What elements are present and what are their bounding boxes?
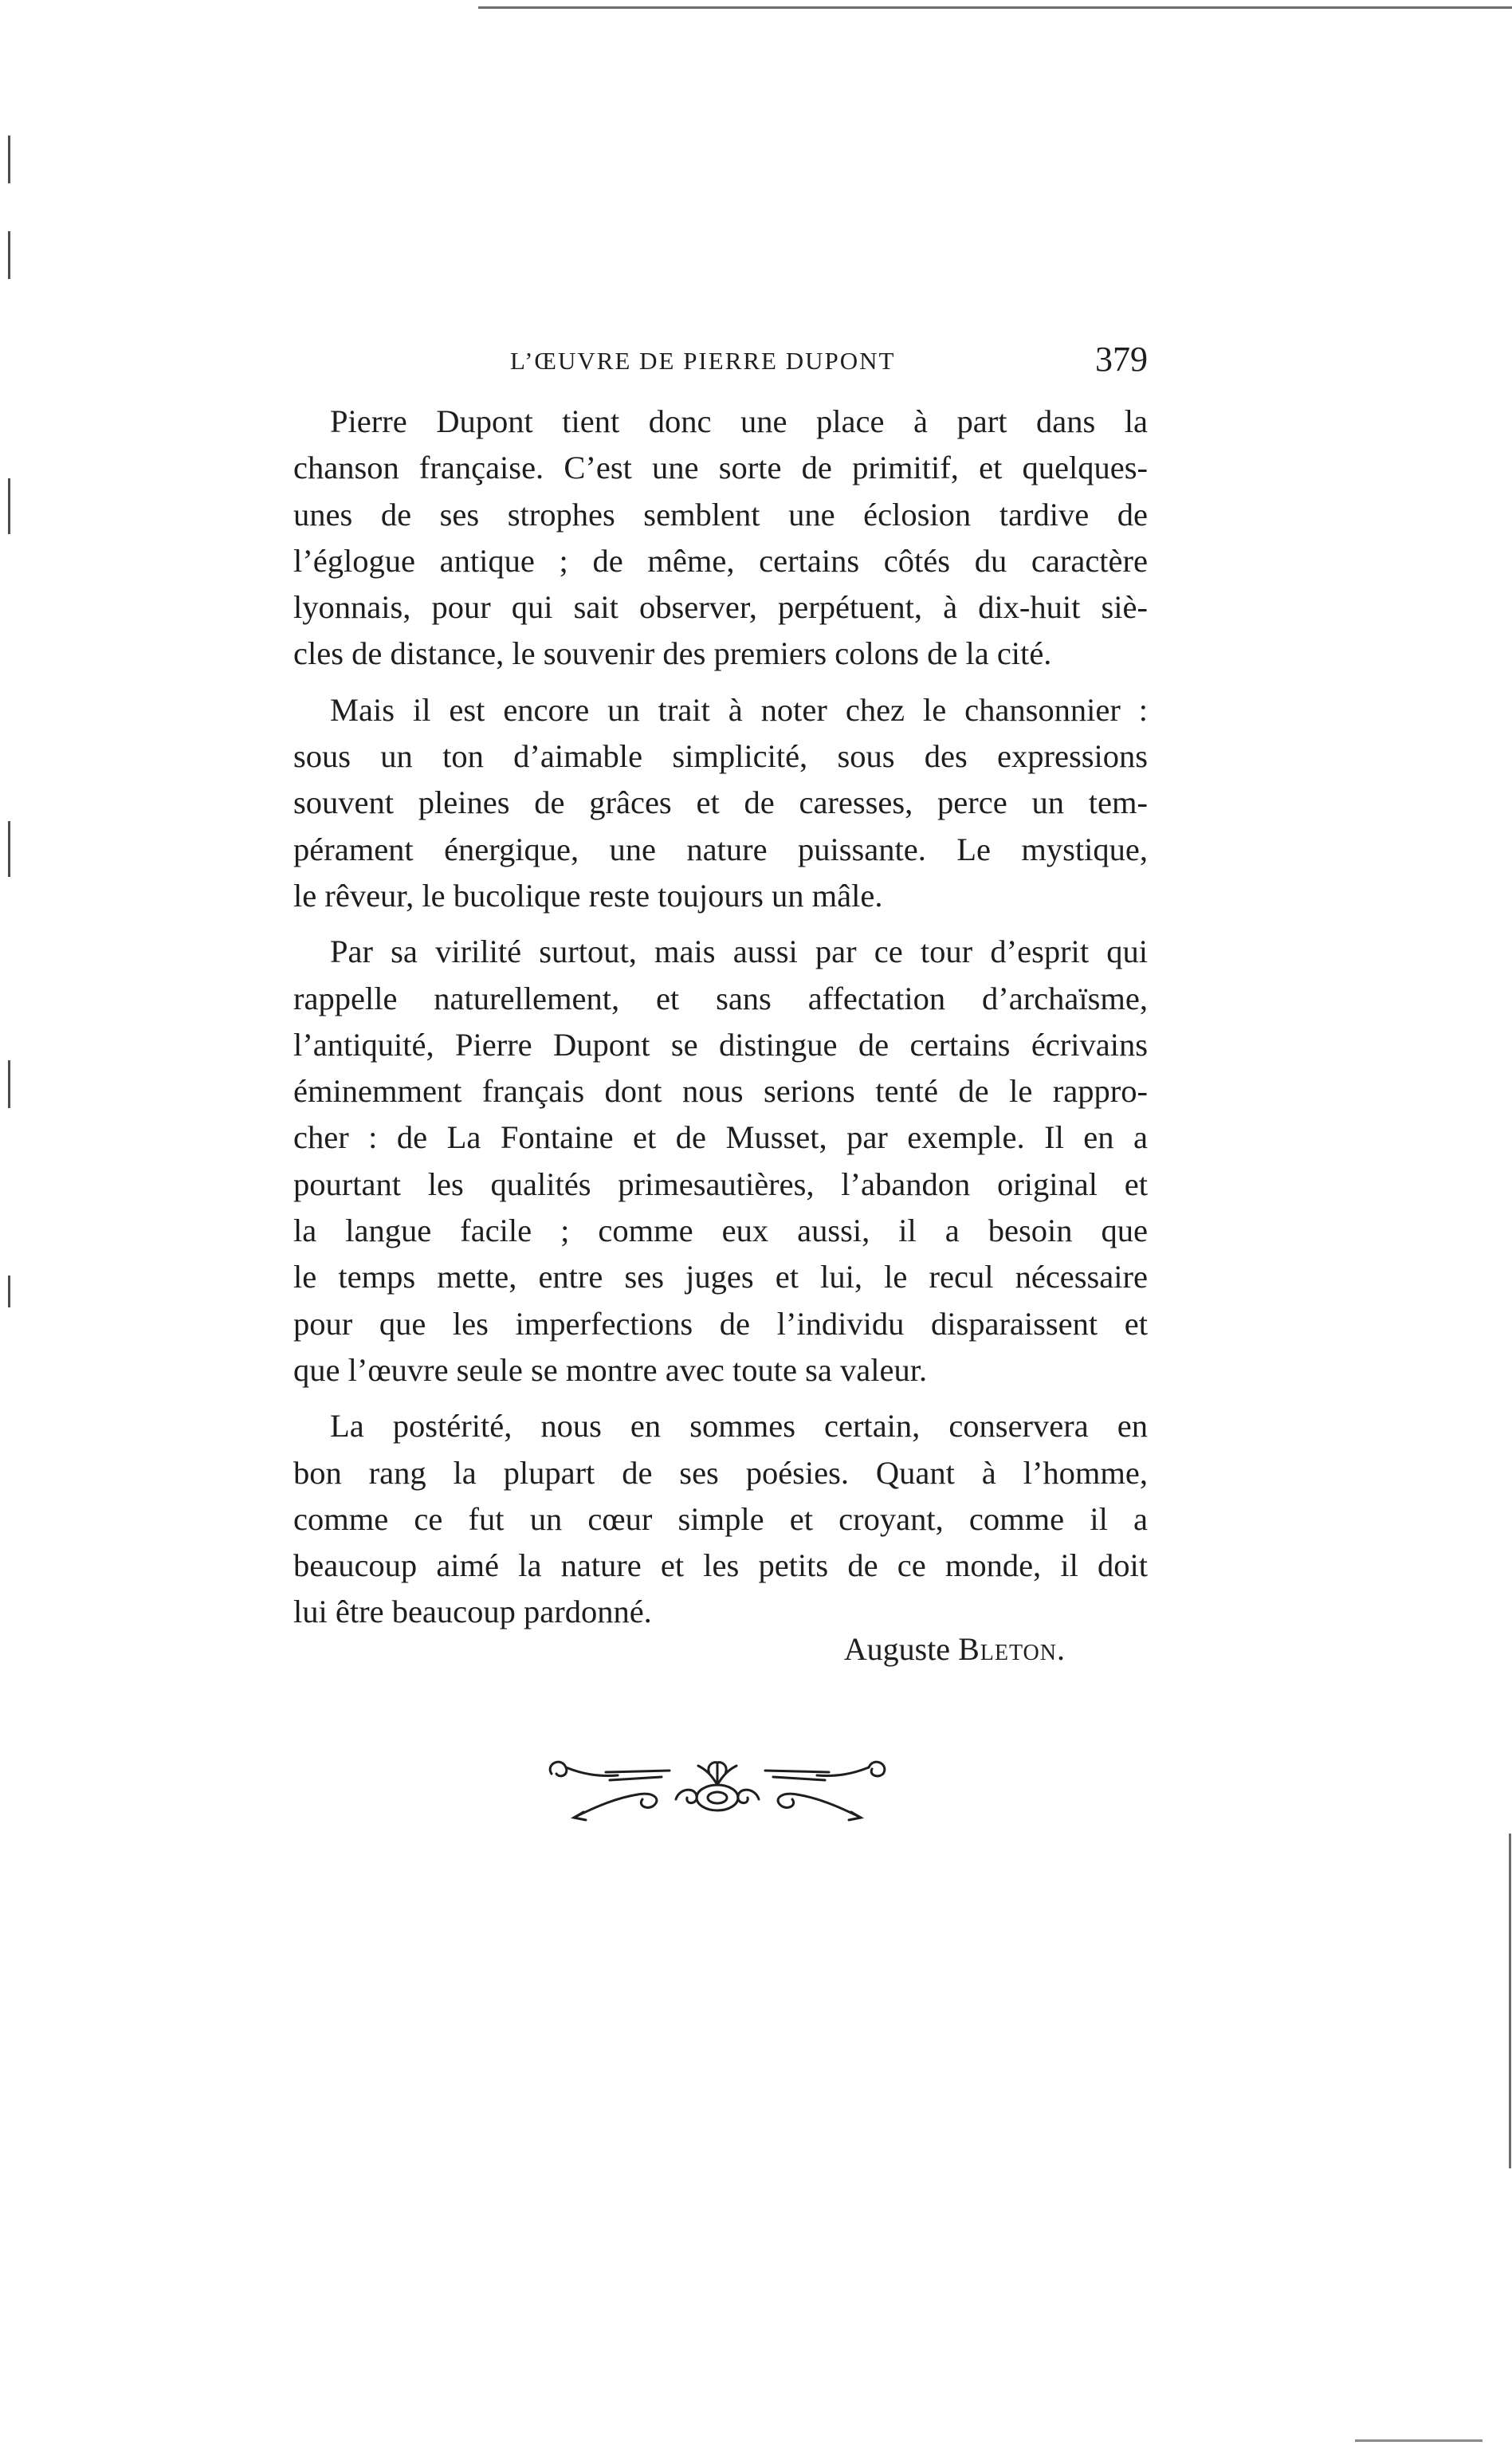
text-line: pour que les imperfections de l’individu disparaissent et bbox=[293, 1305, 1148, 1342]
text-line: souvent pleines de grâces et de caresses, perce un tem- bbox=[293, 784, 1148, 821]
running-head bbox=[295, 341, 1148, 381]
author-first-name: Auguste bbox=[843, 1631, 951, 1667]
text-line: comme ce fut un cœur simple et croyant, comme il a bbox=[293, 1500, 1148, 1537]
text-line: Mais il est encore un trait à noter chez le chansonnier : bbox=[330, 691, 1148, 728]
scan-left-edge-mark bbox=[8, 821, 10, 877]
paragraph bbox=[293, 687, 1148, 919]
scan-left-edge-mark bbox=[8, 478, 10, 534]
text-line: cher : de La Fontaine et de Musset, par exemple. Il en a bbox=[293, 1119, 1148, 1156]
text-line: rappelle naturellement, et sans affectation d’archaïsme, bbox=[293, 980, 1148, 1016]
text-line: unes de ses strophes semblent une éclosion tardive de bbox=[293, 496, 1148, 533]
text-line: l’églogue antique ; de même, certains côtés du caractère bbox=[293, 542, 1148, 579]
text-line: le temps mette, entre ses juges et lui, le recul nécessaire bbox=[293, 1259, 1148, 1295]
scan-left-edge-mark bbox=[8, 1276, 10, 1307]
page-number: 379 bbox=[1095, 340, 1148, 379]
text-line: le rêveur, le bucolique reste toujours un mâle. bbox=[293, 877, 883, 914]
paragraph bbox=[293, 399, 1148, 678]
author-last-name: Bleton. bbox=[958, 1631, 1066, 1667]
text-line: Par sa virilité surtout, mais aussi par ce tour d’esprit qui bbox=[330, 934, 1148, 970]
text-line: l’antiquité, Pierre Dupont se distingue de certains écrivains bbox=[293, 1026, 1148, 1063]
text-line: pérament énergique, une nature puissante. Le mystique, bbox=[293, 831, 1148, 867]
text-line: que l’œuvre seule se montre avec toute sa valeur. bbox=[293, 1351, 928, 1388]
body-text bbox=[293, 399, 1148, 1645]
scan-left-edge-mark bbox=[8, 136, 10, 183]
text-line: bon rang la plupart de ses poésies. Quant à l’homme, bbox=[293, 1454, 1148, 1491]
text-line: sous un ton d’aimable simplicité, sous des expressions bbox=[293, 738, 1148, 775]
scan-top-rule bbox=[478, 6, 1512, 9]
text-line: beaucoup aimé la nature et les petits de ce monde, il doit bbox=[293, 1547, 1148, 1584]
paragraph bbox=[293, 929, 1148, 1393]
text-line: lui être beaucoup pardonné. bbox=[293, 1594, 652, 1630]
running-title: L’ŒUVRE DE PIERRE DUPONT bbox=[510, 347, 896, 375]
author-signature bbox=[844, 1626, 1066, 1673]
paragraph bbox=[293, 1403, 1148, 1635]
text-line: éminemment français dont nous serions tenté de le rappro- bbox=[293, 1073, 1148, 1110]
text-line: La postérité, nous en sommes certain, conservera en bbox=[330, 1408, 1148, 1445]
text-line: chanson française. C’est une sorte de primitif, et quelques- bbox=[293, 450, 1148, 486]
scan-left-edge-mark bbox=[8, 1060, 10, 1108]
text-line: la langue facile ; comme eux aussi, il a besoin que bbox=[293, 1213, 1148, 1249]
tailpiece-ornament-icon bbox=[542, 1742, 893, 1838]
scan-left-edge-mark bbox=[8, 231, 10, 279]
text-line: lyonnais, pour qui sait observer, perpétuent, à dix-huit siè- bbox=[293, 589, 1148, 626]
text-line: cles de distance, le souvenir des premiers colons de la cité. bbox=[293, 635, 1052, 672]
text-line: pourtant les qualités primesautières, l’abandon original et bbox=[293, 1166, 1148, 1202]
scan-right-edge-mark bbox=[1509, 1834, 1511, 2168]
scan-bottom-rule bbox=[1355, 2439, 1483, 2442]
text-line: Pierre Dupont tient donc une place à part dans la bbox=[330, 403, 1148, 439]
